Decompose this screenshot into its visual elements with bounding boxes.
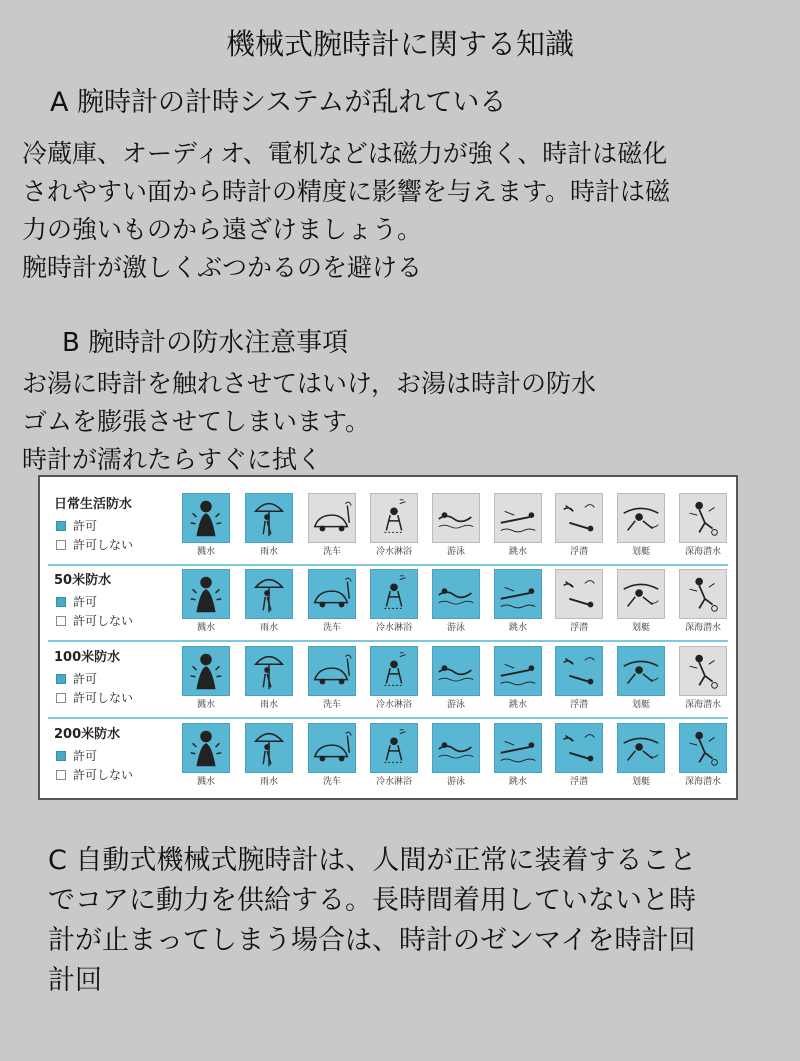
activity-label: 深海潜水	[684, 623, 721, 633]
activity-icon	[370, 646, 418, 696]
activity-cell	[180, 723, 232, 787]
activity-cell	[368, 723, 420, 787]
activity-icon	[245, 646, 293, 696]
activity-icon	[182, 493, 230, 543]
legend-allowed	[56, 593, 97, 610]
activity-cell	[615, 569, 667, 633]
section-c-line: でコアに動力を供給する。長時間着用していないと時	[48, 885, 696, 916]
legend-allowed-swatch	[56, 674, 66, 684]
waterproof-rating-table	[38, 475, 738, 800]
activity-label: 深海潜水	[684, 700, 721, 710]
activity-label: 游泳	[446, 777, 465, 787]
section-b-line: お湯に時計を触れさせてはいけ，お湯は時計の防水	[22, 369, 597, 398]
activity-icon	[308, 646, 356, 696]
rating-title: 200米防水	[54, 727, 121, 742]
activity-icon	[555, 569, 603, 619]
activity-icon	[679, 493, 727, 543]
activity-icon	[370, 723, 418, 773]
activity-icon	[432, 569, 480, 619]
activity-icon	[555, 723, 603, 773]
rating-title: 100米防水	[54, 650, 121, 665]
activity-icon	[494, 646, 542, 696]
activity-label: 冷水淋浴	[375, 777, 412, 787]
activity-label: 深海潜水	[684, 547, 721, 557]
legend-allowed-swatch	[56, 521, 66, 531]
activity-icon	[617, 646, 665, 696]
activity-cell	[615, 646, 667, 710]
legend-not-allowed-label: 許可しない	[73, 691, 134, 705]
activity-cell	[430, 493, 482, 557]
legend-not-allowed-label: 許可しない	[73, 768, 134, 782]
activity-icon	[182, 569, 230, 619]
activity-cell	[677, 569, 729, 633]
section-a-line: 冷蔵庫、オーディオ、電机などは磁力が強く、時計は磁化	[22, 139, 668, 168]
activity-cell	[553, 646, 605, 710]
activity-icon	[679, 646, 727, 696]
activity-icon	[182, 646, 230, 696]
legend-allowed-label: 許可	[73, 595, 98, 609]
activity-label: 跳水	[508, 700, 527, 710]
activity-cell	[243, 493, 295, 557]
activity-cell	[492, 646, 544, 710]
activity-cell	[243, 646, 295, 710]
activity-icon	[432, 723, 480, 773]
activity-cell	[368, 646, 420, 710]
legend-not-allowed	[56, 536, 133, 553]
activity-cell	[553, 723, 605, 787]
rating-title: 50米防水	[54, 573, 112, 588]
activity-cell	[615, 493, 667, 557]
rating-title: 日常生活防水	[54, 497, 133, 512]
activity-icon	[432, 493, 480, 543]
activity-icon	[679, 723, 727, 773]
activity-icon	[245, 569, 293, 619]
activity-label: 溅水	[196, 700, 215, 710]
section-c-line: 計回	[48, 965, 102, 996]
activity-cell	[306, 646, 358, 710]
activity-label: 雨水	[259, 623, 278, 633]
waterproof-row	[40, 487, 736, 563]
activity-label: 冷水淋浴	[375, 547, 412, 557]
waterproof-row	[40, 717, 736, 793]
activity-label: 洗车	[322, 777, 341, 787]
activity-icon	[308, 493, 356, 543]
activity-label: 洗车	[322, 547, 341, 557]
activity-label: 游泳	[446, 700, 465, 710]
activity-label: 溅水	[196, 623, 215, 633]
activity-icon	[617, 723, 665, 773]
activity-icon	[370, 493, 418, 543]
activity-cell	[368, 569, 420, 633]
section-a-line: 腕時計が激しくぶつかるのを避ける	[22, 253, 423, 282]
activity-label: 冷水淋浴	[375, 700, 412, 710]
activity-icon	[555, 646, 603, 696]
activity-label: 浮潜	[569, 700, 588, 710]
activity-cell	[306, 569, 358, 633]
section-a-line: されやすい面から時計の精度に影響を与えます。時計は磁	[22, 177, 671, 206]
activity-cell	[430, 569, 482, 633]
activity-cell	[553, 493, 605, 557]
activity-label: 划艇	[631, 700, 650, 710]
activity-cell	[430, 646, 482, 710]
activity-icon	[617, 569, 665, 619]
activity-cell	[553, 569, 605, 633]
activity-cell	[180, 569, 232, 633]
legend-allowed-swatch	[56, 751, 66, 761]
activity-cell	[677, 723, 729, 787]
legend-allowed	[56, 747, 97, 764]
activity-label: 浮潜	[569, 547, 588, 557]
waterproof-row	[40, 640, 736, 716]
activity-label: 跳水	[508, 547, 527, 557]
activity-label: 溅水	[196, 777, 215, 787]
section-c-line: C 自動式機械式腕時計は、人間が正常に装着すること	[48, 845, 697, 876]
activity-cell	[615, 723, 667, 787]
activity-icon	[245, 493, 293, 543]
legend-not-allowed-swatch	[56, 770, 66, 780]
activity-label: 溅水	[196, 547, 215, 557]
activity-label: 雨水	[259, 700, 278, 710]
activity-label: 跳水	[508, 777, 527, 787]
legend-allowed	[56, 517, 97, 534]
activity-label: 跳水	[508, 623, 527, 633]
legend-not-allowed	[56, 612, 133, 629]
activity-label: 划艇	[631, 623, 650, 633]
section-c-line: 計が止まってしまう場合は、時計のゼンマイを時計回	[48, 925, 696, 956]
legend-allowed-label: 許可	[73, 749, 98, 763]
activity-cell	[677, 646, 729, 710]
activity-icon	[494, 493, 542, 543]
legend-not-allowed	[56, 689, 133, 706]
activity-label: 冷水淋浴	[375, 623, 412, 633]
activity-icon	[432, 646, 480, 696]
activity-cell	[368, 493, 420, 557]
activity-label: 游泳	[446, 547, 465, 557]
activity-cell	[243, 569, 295, 633]
legend-not-allowed-label: 許可しない	[73, 538, 134, 552]
activity-icon	[308, 569, 356, 619]
legend-not-allowed-swatch	[56, 540, 66, 550]
activity-label: 游泳	[446, 623, 465, 633]
section-a-heading: A 腕時計の計時システムが乱れている	[50, 87, 507, 118]
activity-cell	[306, 723, 358, 787]
activity-cell	[243, 723, 295, 787]
legend-not-allowed-label: 許可しない	[73, 614, 134, 628]
section-b-line: ゴムを膨張させてしまいます。	[22, 407, 371, 436]
section-a-line: 力の強いものから遠ざけましょう。	[22, 215, 423, 244]
section-b-heading: B 腕時計の防水注意事項	[62, 328, 349, 358]
activity-icon	[245, 723, 293, 773]
activity-icon	[494, 569, 542, 619]
activity-cell	[492, 569, 544, 633]
activity-label: 雨水	[259, 547, 278, 557]
legend-allowed-label: 許可	[73, 519, 98, 533]
activity-label: 洗车	[322, 623, 341, 633]
activity-cell	[180, 646, 232, 710]
activity-icon	[555, 493, 603, 543]
activity-icon	[370, 569, 418, 619]
activity-icon	[617, 493, 665, 543]
activity-cell	[677, 493, 729, 557]
activity-icon	[182, 723, 230, 773]
activity-icon	[308, 723, 356, 773]
page-title: 機械式腕時計に関する知識	[225, 27, 574, 61]
activity-label: 深海潜水	[684, 777, 721, 787]
legend-not-allowed-swatch	[56, 693, 66, 703]
activity-label: 划艇	[631, 547, 650, 557]
legend-not-allowed	[56, 766, 133, 783]
legend-not-allowed-swatch	[56, 616, 66, 626]
activity-cell	[492, 493, 544, 557]
activity-label: 浮潜	[569, 623, 588, 633]
activity-label: 划艇	[631, 777, 650, 787]
activity-cell	[306, 493, 358, 557]
activity-label: 洗车	[322, 700, 341, 710]
activity-cell	[430, 723, 482, 787]
activity-label: 雨水	[259, 777, 278, 787]
activity-icon	[494, 723, 542, 773]
activity-cell	[492, 723, 544, 787]
activity-icon	[679, 569, 727, 619]
legend-allowed-swatch	[56, 597, 66, 607]
activity-label: 浮潜	[569, 777, 588, 787]
section-b-line: 時計が濡れたらすぐに拭く	[22, 445, 323, 474]
waterproof-row	[40, 563, 736, 639]
legend-allowed-label: 許可	[73, 672, 98, 686]
legend-allowed	[56, 670, 97, 687]
activity-cell	[180, 493, 232, 557]
